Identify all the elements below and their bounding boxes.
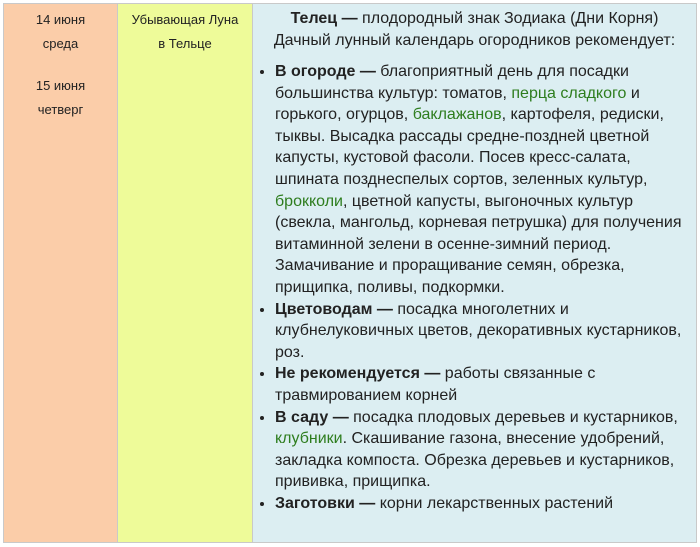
item-text: . Скашивание газона, внесение удобрений, закладка компоста. Обрезка деревьев и кустарников, прививка, прищипка.: [275, 430, 675, 491]
item-text: посадка плодовых деревьев и кустарников,: [348, 408, 678, 426]
date-label: 14 июня: [35, 12, 86, 27]
list-item-not-recommended: [275, 363, 696, 406]
zodiac-subtitle: плодородный знак Зодиака (Дни Корня): [362, 10, 659, 27]
item-text: корни лекарственных растений: [375, 494, 614, 512]
item-title: Не рекомендуется —: [275, 365, 441, 383]
link-strawberry[interactable]: клубники: [275, 430, 343, 448]
lunar-calendar-table: [3, 3, 697, 543]
link-eggplant[interactable]: баклажанов: [412, 106, 502, 124]
moon-phase-line1: Убывающая Луна: [131, 12, 239, 27]
date-cell-2: [4, 56, 117, 122]
item-title: В саду —: [275, 408, 349, 426]
item-text: , картофеля, редиски, тыквы. Высадка рассады средне-поздней цветной капусты, кустовой фасоли. Посев кресс-салата, шпината позднеспелых сортов, зеленных культур,: [275, 106, 664, 188]
moon-phase-line2: в Тельце: [158, 36, 212, 51]
link-sweet-pepper[interactable]: перца сладкого: [511, 84, 627, 102]
list-item-garden: [275, 61, 696, 299]
moon-phase-cell: [118, 4, 252, 56]
item-title: В огороде —: [275, 63, 376, 80]
item-text: , цветной капусты, выгоночных культур (свекла, мангольд, корневая петрушка) для получения витаминной зелени в осенне-зимний период. Замачивание и проращивание семян, обрезка, прищипка, поливы, подкормки.: [275, 192, 682, 296]
weekday-label: среда: [42, 36, 79, 51]
recommendations-list: [253, 61, 696, 514]
moon-phase-column: [118, 4, 253, 542]
list-item-preparations: [275, 493, 696, 515]
list-item-flowers: [275, 299, 696, 364]
item-text: и горького, огурцов,: [275, 84, 640, 124]
date-label: 15 июня: [35, 78, 86, 93]
calendar-intro: Дачный лунный календарь огородников рекомендует:: [273, 32, 676, 49]
item-text: благоприятный день для посадки большинства культур: томатов,: [275, 63, 629, 102]
recommendations-column: [253, 4, 696, 542]
weekday-label: четверг: [37, 102, 84, 117]
date-column: [4, 4, 118, 542]
item-text: посадка многолетних и клубнелуковичных цветов, декоративных кустарников, роз.: [275, 300, 682, 361]
date-cell-1: [4, 4, 117, 56]
zodiac-title: Телец —: [290, 10, 363, 27]
recommendations-header: [253, 4, 696, 52]
item-title: Цветоводам —: [275, 300, 393, 318]
link-broccoli[interactable]: брокколи: [275, 192, 343, 210]
list-item-orchard: [275, 407, 696, 493]
item-text: работы связанные с травмированием корней: [275, 365, 596, 404]
item-title: Заготовки —: [275, 494, 376, 512]
